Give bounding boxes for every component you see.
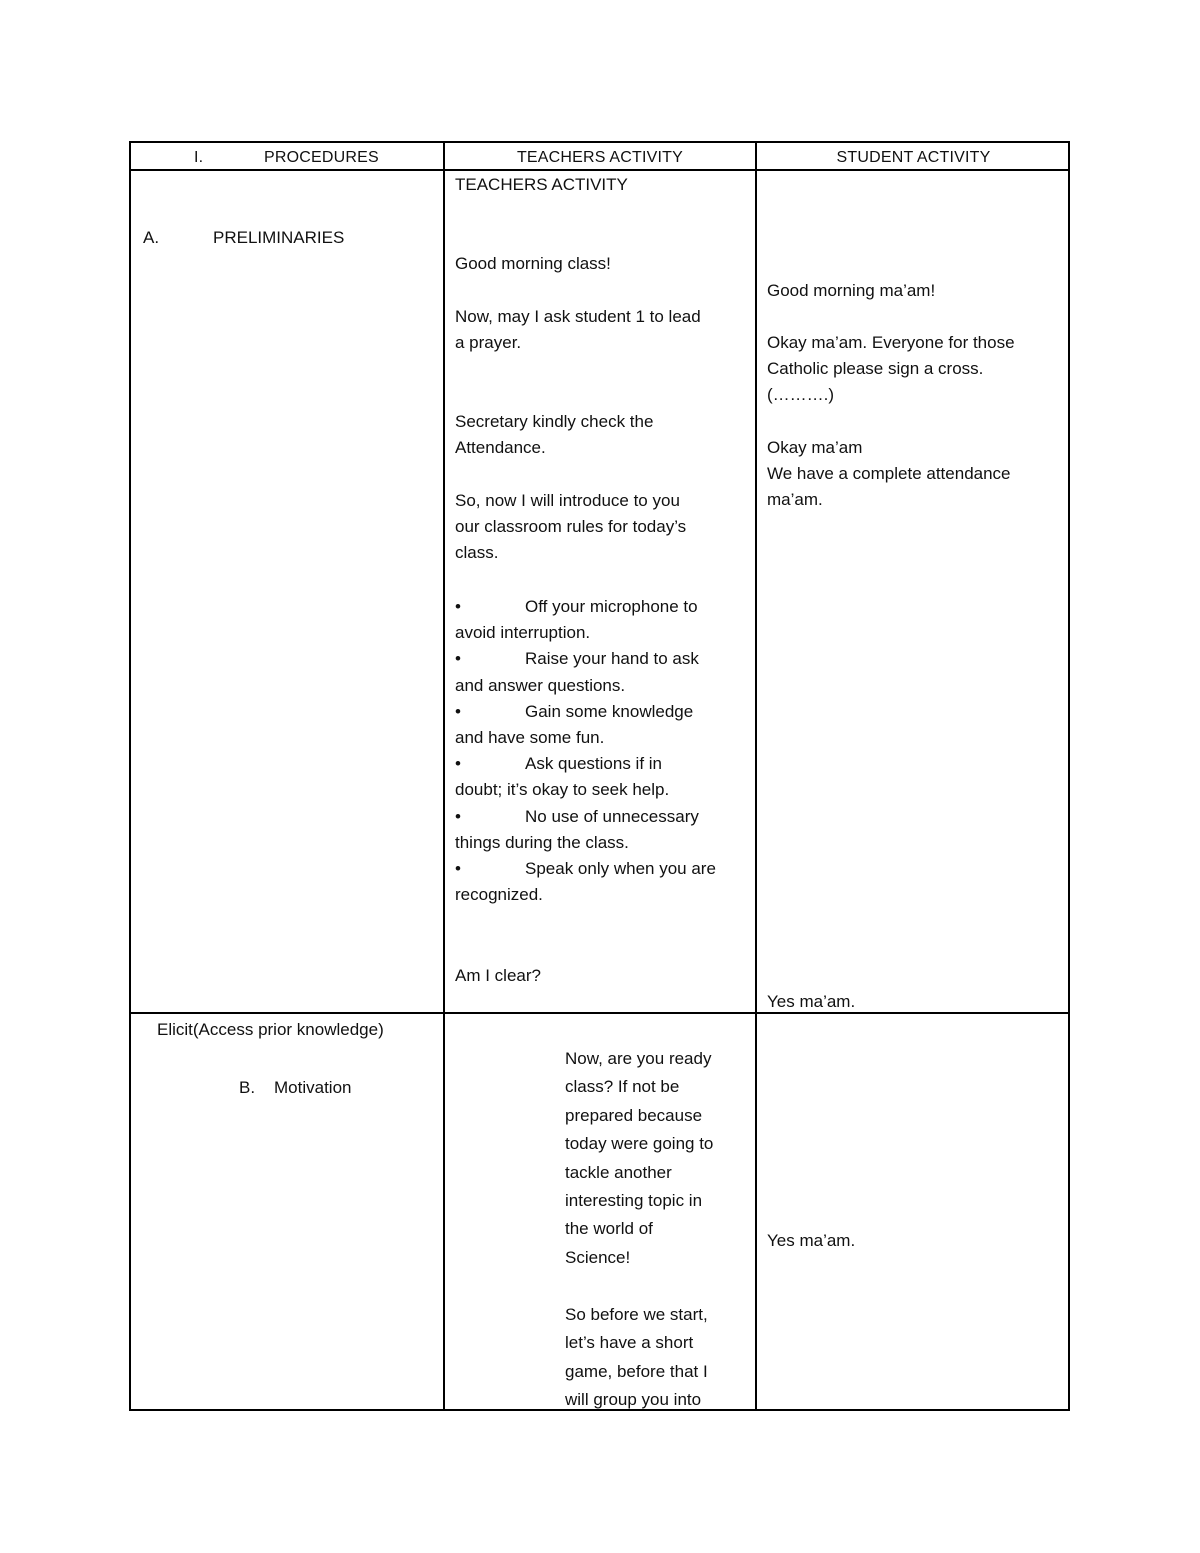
classroom-rules-list [455,594,716,908]
column-divider [755,143,757,1409]
teacher-am-i-clear: Am I clear? [455,966,541,985]
rule-text: No use of unnecessary [525,806,699,826]
rule-item [455,856,716,882]
section-letter: A. [143,228,160,247]
rule-continuation: things during the class. [455,832,629,852]
student-attendance: Okay ma’am We have a complete attendance ma’am. [767,438,1011,509]
header-teachers-activity: TEACHERS ACTIVITY [516,149,684,166]
rule-continuation: doubt; it’s okay to seek help. [455,780,670,800]
rule-item [455,699,716,725]
header-student-activity: STUDENT ACTIVITY [836,149,991,166]
student-prayer: Okay ma’am. Everyone for those Catholic please sign a cross. (……….) [767,333,1015,404]
elicit-heading: Elicit(Access prior knowledge) [157,1020,384,1039]
teacher-game-prompt: So before we start, let’s have a short game, before that I will group you into [565,1305,708,1410]
section-title: Motivation [274,1078,352,1097]
student-yes: Yes ma’am. [767,1231,856,1250]
section-letter: B. [239,1078,256,1097]
rule-text: Speak only when you are [525,859,716,879]
header-procedures-label: PROCEDURES [264,149,379,166]
row-divider [131,1012,1068,1014]
teacher-attendance-request: Secretary kindly check the Attendance. [455,412,654,457]
teacher-ready-prompt: Now, are you ready class? If not be prepared because today were going to tackle another interesting topic in the world of Science! [565,1049,714,1267]
teacher-greeting: Good morning class! [455,254,611,273]
rule-continuation: and have some fun. [455,728,605,748]
bullet-icon: • [455,649,461,669]
section-title: PRELIMINARIES [213,228,345,247]
teacher-activity-heading: TEACHERS ACTIVITY [455,175,628,194]
section-motivation [239,1075,351,1101]
teacher-prayer-request: Now, may I ask student 1 to lead a prayer. [455,307,701,352]
rule-item [455,751,716,777]
header-procedures [131,143,443,171]
rule-item [455,646,716,672]
rule-continuation: and answer questions. [455,675,626,695]
rule-text: Gain some knowledge [525,701,694,721]
rule-continuation: recognized. [455,885,543,905]
rule-item [455,594,716,620]
bullet-icon: • [455,754,461,774]
student-yes: Yes ma’am. [767,992,856,1011]
student-greeting: Good morning ma’am! [767,281,936,300]
header-procedures-number: I. [194,149,204,166]
bullet-icon: • [455,701,461,721]
rule-text: Off your microphone to [525,597,698,616]
rule-text: Raise your hand to ask [525,649,699,669]
rule-item [455,804,716,830]
column-divider [443,143,445,1409]
rule-continuation: avoid interruption. [455,623,591,643]
bullet-icon: • [455,859,461,879]
teacher-rules-intro: So, now I will introduce to you our classroom rules for today’s class. [455,491,687,562]
bullet-icon: • [455,597,461,616]
rule-text: Ask questions if in [525,754,663,774]
lesson-plan-table [129,141,1070,1411]
bullet-icon: • [455,806,461,826]
section-preliminaries [143,225,344,251]
